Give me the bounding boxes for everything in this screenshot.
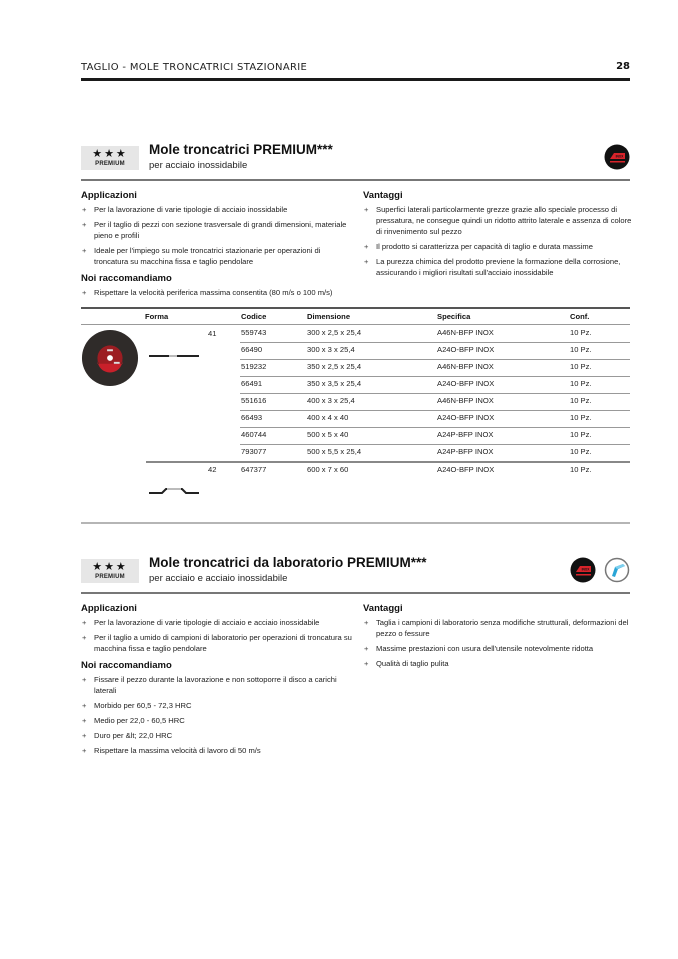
cell-specifica: A46N-BFP INOX: [437, 396, 494, 405]
steel-beam-icon: [604, 557, 630, 583]
list-item: + La purezza chimica del prodotto previene la formazione della corrosione, assicurando i migliori risultati sull'acciaio inossidabile: [363, 256, 638, 278]
cell-dimensione: 300 x 2,5 x 25,4: [307, 328, 362, 337]
right-column: [363, 190, 638, 284]
table-row: [240, 462, 630, 479]
list-item: + Per la lavorazione di varie tipologie di acciaio e acciaio inossidabile: [81, 617, 356, 628]
section-title: Mole troncatrici da laboratorio PREMIUM***: [149, 555, 427, 570]
header-divider: [81, 78, 630, 81]
cell-specifica: A24P-BFP INOX: [437, 447, 494, 456]
cell-codice: 66491: [241, 379, 263, 388]
list-item: + Duro per &lt; 22,0 HRC: [81, 730, 356, 741]
table-row: [240, 325, 630, 342]
applicazioni-list: [81, 204, 356, 267]
applicazioni-heading: Applicazioni: [81, 603, 137, 614]
svg-text:INOX: INOX: [581, 567, 590, 572]
cutting-disc-image: [81, 329, 139, 387]
applicazioni-list: [81, 617, 356, 654]
col-header-codice: Codice: [241, 312, 267, 321]
cell-conf: 10 Pz.: [570, 379, 592, 388]
cell-specifica: A24P-BFP INOX: [437, 430, 494, 439]
list-item: + Superfici laterali particolarmente grezze grazie allo speciale processo di pressatura, ne consegue quindi un ridotto attrito laterale e assenza di colore di rinvenimento sul pezzo: [363, 204, 638, 237]
vantaggi-heading: Vantaggi: [363, 603, 403, 614]
cell-specifica: A24O-BFP INOX: [437, 465, 495, 474]
section-separator: [81, 522, 630, 524]
flat-disc-profile-icon: [149, 354, 199, 358]
stars-icon: ★★★: [92, 561, 128, 573]
cell-codice: 559743: [241, 328, 267, 337]
col-header-conf: Conf.: [570, 312, 590, 321]
left-column: [81, 603, 356, 762]
cell-codice: 519232: [241, 362, 267, 371]
badge-label: PREMIUM: [95, 161, 125, 167]
cell-codice: 647377: [241, 465, 267, 474]
vantaggi-heading: Vantaggi: [363, 190, 403, 201]
table-row: [240, 359, 630, 376]
cell-dimensione: 500 x 5 x 40: [307, 430, 349, 439]
stars-icon: ★★★: [92, 148, 128, 160]
material-icons: [570, 557, 630, 583]
table-row: [240, 376, 630, 393]
cell-conf: 10 Pz.: [570, 396, 592, 405]
premium-badge: [81, 559, 139, 583]
product-section-premium: [81, 140, 632, 474]
inox-material-icon: [604, 144, 630, 170]
cell-dimensione: 600 x 7 x 60: [307, 465, 349, 474]
raccomandiamo-list: [81, 674, 356, 756]
page-section-title: TAGLIO - MOLE TRONCATRICI STAZIONARIE: [81, 62, 308, 73]
col-header-specifica: Specifica: [437, 312, 471, 321]
premium-badge: [81, 146, 139, 170]
depressed-center-profile-icon: [149, 487, 199, 495]
cell-specifica: A24O-BFP INOX: [437, 379, 495, 388]
forma-number: 42: [208, 465, 217, 474]
cell-dimensione: 400 x 4 x 40: [307, 413, 349, 422]
cell-dimensione: 350 x 3,5 x 25,4: [307, 379, 362, 388]
section-header: [81, 140, 630, 178]
cell-conf: 10 Pz.: [570, 362, 592, 371]
table-top-rule: [81, 307, 630, 309]
cell-conf: 10 Pz.: [570, 345, 592, 354]
cell-codice: 460744: [241, 430, 267, 439]
cell-specifica: A24O-BFP INOX: [437, 413, 495, 422]
cell-dimensione: 400 x 3 x 25,4: [307, 396, 355, 405]
cell-dimensione: 500 x 5,5 x 25,4: [307, 447, 362, 456]
list-item: + Il prodotto si caratterizza per capacità di taglio e durata massime: [363, 241, 638, 252]
left-column: [81, 190, 356, 304]
section-subtitle: per acciaio inossidabile: [149, 160, 248, 171]
vantaggi-list: [363, 204, 638, 278]
table-row: [240, 444, 630, 461]
col-header-dimensione: Dimensione: [307, 312, 351, 321]
list-item: + Fissare il pezzo durante la lavorazione e non sottoporre il disco a carichi laterali: [81, 674, 356, 696]
applicazioni-heading: Applicazioni: [81, 190, 137, 201]
cell-codice: 66490: [241, 345, 263, 354]
page-number: 28: [616, 61, 630, 72]
list-item: + Qualità di taglio pulita: [363, 658, 638, 669]
raccomandiamo-list: [81, 287, 356, 298]
section-title: Mole troncatrici PREMIUM***: [149, 142, 333, 157]
cell-dimensione: 350 x 2,5 x 25,4: [307, 362, 362, 371]
table-row: [240, 393, 630, 410]
list-item: + Rispettare la velocità periferica massima consentita (80 m/s o 100 m/s): [81, 287, 356, 298]
right-column: [363, 603, 638, 675]
cell-codice: 793077: [241, 447, 267, 456]
vantaggi-list: [363, 617, 638, 669]
table-row: [240, 410, 630, 427]
section-header: [81, 553, 630, 591]
badge-label: PREMIUM: [95, 574, 125, 580]
raccomandiamo-heading: Noi raccomandiamo: [81, 273, 172, 284]
list-item: + Massime prestazioni con usura dell'utensile notevolmente ridotta: [363, 643, 638, 654]
table-row: [240, 342, 630, 359]
list-item: + Per il taglio di pezzi con sezione trasversale di grandi dimensioni, materiale pieno e profili: [81, 219, 356, 241]
cell-conf: 10 Pz.: [570, 447, 592, 456]
material-icons: [604, 144, 630, 170]
cell-conf: 10 Pz.: [570, 328, 592, 337]
cell-dimensione: 300 x 3 x 25,4: [307, 345, 355, 354]
cell-specifica: A46N-BFP INOX: [437, 362, 494, 371]
product-table: [81, 307, 630, 507]
section-divider: [81, 592, 630, 594]
cell-conf: 10 Pz.: [570, 465, 592, 474]
col-header-forma: Forma: [145, 312, 169, 321]
section-subtitle: per acciaio e acciaio inossidabile: [149, 573, 288, 584]
table-row: [240, 427, 630, 444]
svg-text:INOX: INOX: [615, 154, 624, 159]
cell-specifica: A46N-BFP INOX: [437, 328, 494, 337]
page-header: [81, 60, 630, 80]
list-item: + Per la lavorazione di varie tipologie di acciaio inossidabile: [81, 204, 356, 215]
list-item: + Morbido per 60,5 - 72,3 HRC: [81, 700, 356, 711]
cell-specifica: A24O-BFP INOX: [437, 345, 495, 354]
inox-material-icon: [570, 557, 596, 583]
list-item: + Medio per 22,0 - 60,5 HRC: [81, 715, 356, 726]
forma-number: 41: [208, 329, 217, 338]
list-item: + Taglia i campioni di laboratorio senza modifiche strutturali, deformazioni del pezzo o fessure: [363, 617, 638, 639]
list-item: + Ideale per l'impiego su mole troncatrici stazionarie per operazioni di troncatura su macchina fissa e taglio pendolare: [81, 245, 356, 267]
cell-codice: 66493: [241, 413, 263, 422]
cell-conf: 10 Pz.: [570, 430, 592, 439]
raccomandiamo-heading: Noi raccomandiamo: [81, 660, 172, 671]
cell-conf: 10 Pz.: [570, 413, 592, 422]
product-section-laboratorio: [81, 553, 630, 755]
section-divider: [81, 179, 630, 181]
list-item: + Rispettare la massima velocità di lavoro di 50 m/s: [81, 745, 356, 756]
cell-codice: 551616: [241, 396, 267, 405]
list-item: + Per il taglio a umido di campioni di laboratorio per operazioni di troncatura su macchina fissa e taglio pendolare: [81, 632, 356, 654]
